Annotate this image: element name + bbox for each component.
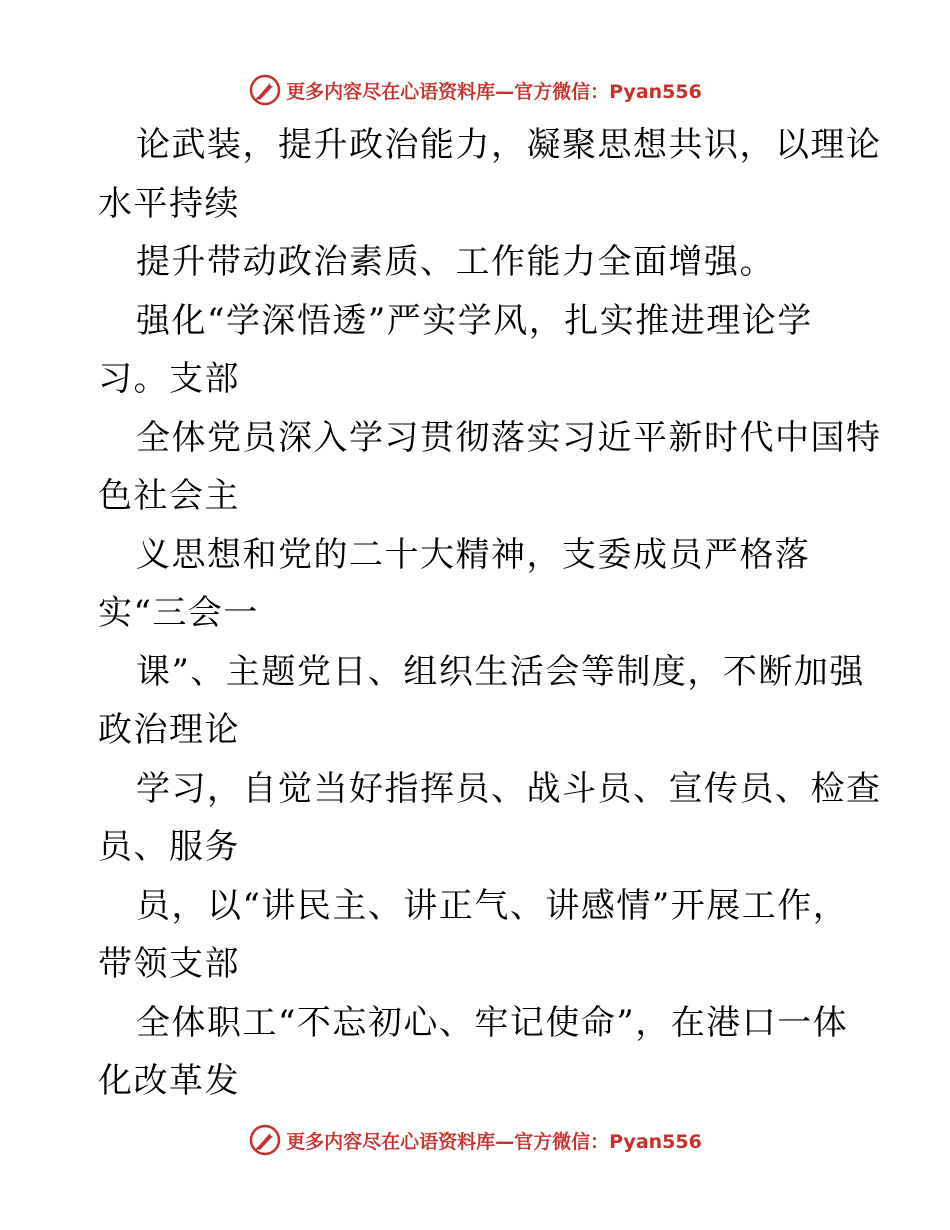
- watermark-text: 更多内容尽在心语资料库—官方微信：Pyan556: [286, 1130, 702, 1153]
- text-line: 论武装，提升政治能力，凝聚思想共识，以理论: [136, 125, 882, 165]
- watermark-text: 更多内容尽在心语资料库—官方微信：Pyan556: [286, 80, 702, 103]
- text-line: 政治理论: [98, 710, 240, 750]
- text-line: 化改革发: [98, 1061, 240, 1101]
- text-line: 全体党员深入学习贯彻落实习近平新时代中国特: [136, 417, 882, 458]
- document-body: [98, 116, 882, 1111]
- text-line: 习。支部: [98, 359, 240, 399]
- pen-logo-icon: [248, 1123, 282, 1157]
- text-line: 实“三会一: [98, 593, 259, 633]
- text-line: 学习，自觉当好指挥员、战斗员、宣传员、检查: [136, 768, 882, 809]
- footer-watermark: [0, 1120, 950, 1160]
- text-line: 全体职工“不忘初心、牢记使命”，在港口一体: [136, 1002, 849, 1043]
- text-line: 提升带动政治素质、工作能力全面增强。: [136, 242, 775, 282]
- header-watermark: [0, 70, 950, 110]
- text-line: 色社会主: [98, 476, 240, 516]
- text-line: 员，以“讲民主、讲正气、讲感情”开展工作，: [136, 885, 849, 926]
- text-line: 员、服务: [98, 827, 240, 867]
- text-line: 带领支部: [98, 944, 240, 984]
- text-line: 水平持续: [98, 183, 240, 224]
- text-line: 强化“学深悟透”严实学风，扎实推进理论学: [136, 300, 813, 341]
- text-line: 义思想和党的二十大精神，支委成员严格落: [136, 534, 811, 575]
- text-line: 课”、主题党日、组织生活会等制度，不断加强: [136, 651, 865, 692]
- pen-logo-icon: [248, 73, 282, 107]
